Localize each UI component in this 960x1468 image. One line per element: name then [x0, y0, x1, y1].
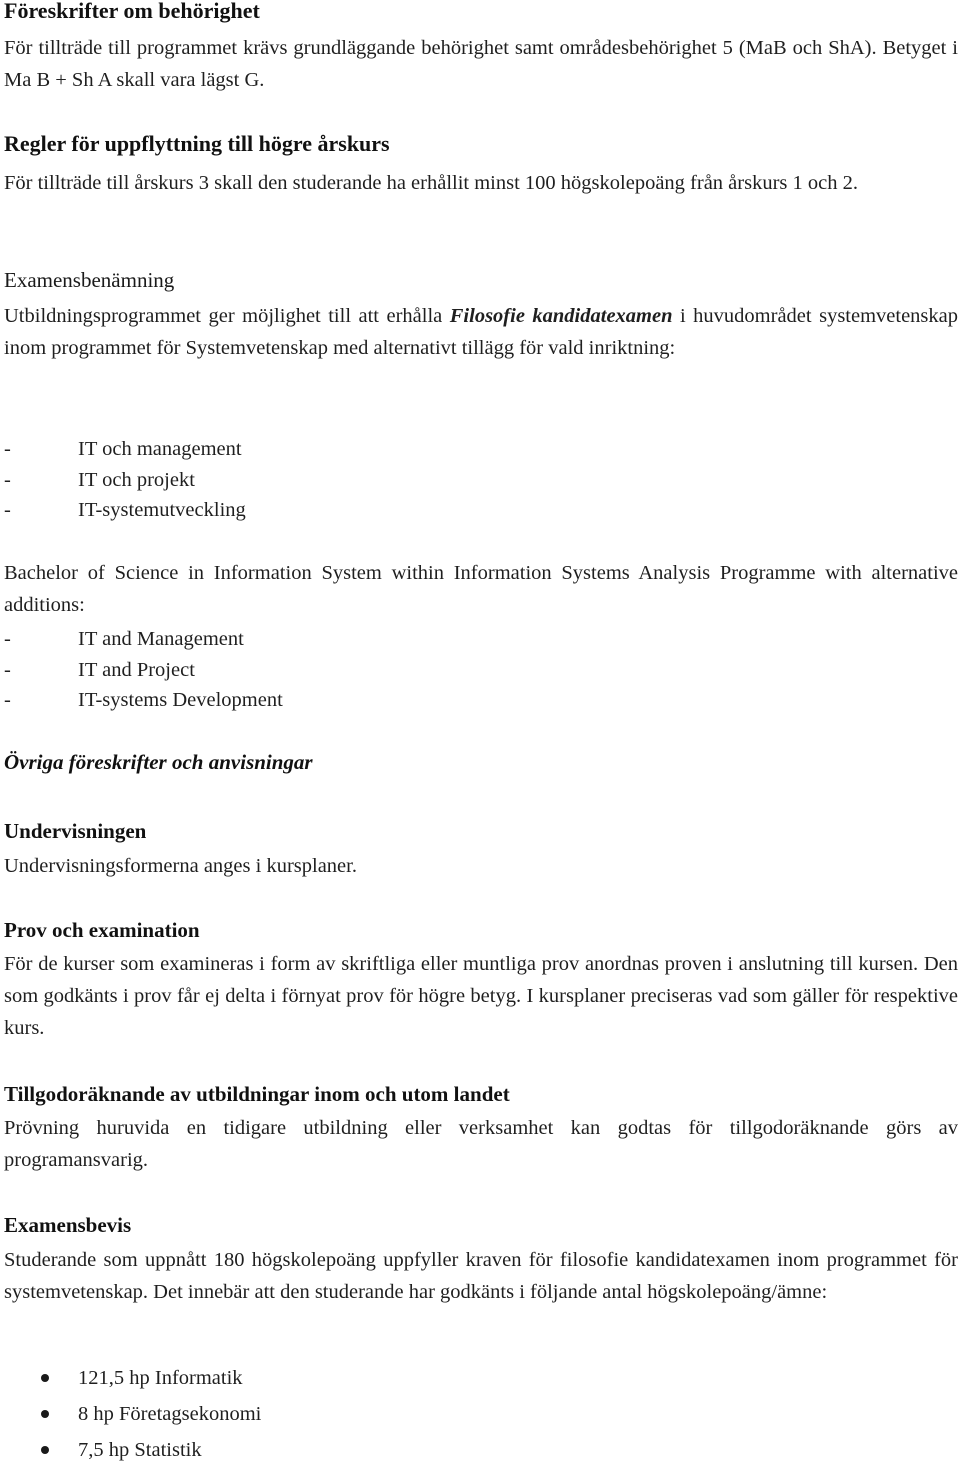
heading-examensbevis: Examensbevis — [4, 1213, 132, 1237]
heading-examensbenamning: Examensbenämning — [4, 268, 175, 292]
text-prov: För de kurser som examineras i form av skriftliga eller muntliga prov anordnas proven i anslutning till kursen. Den som godkänts i prov får ej delta i förnyat prov för högre betyg. I kursplaner preciseras vad som gäller för respektive kurs. — [4, 953, 958, 1039]
text-tillgodo: Prövning huruvida en tidigare utbildning eller verksamhet kan godtas för tillgodoräknande görs av programansvarig. — [4, 1117, 958, 1171]
text-uppflyttning: För tillträde till årskurs 3 skall den studerande ha erhållit minst 100 högskolepoäng från årskurs 1 och 2. — [4, 172, 858, 194]
dash-marker: - — [4, 658, 11, 681]
bullet-icon — [41, 1410, 49, 1418]
list-item: 8 hp Företagsekonomi — [4, 1396, 958, 1432]
list-inriktning-en — [4, 624, 958, 716]
list-item: - IT-systems Development — [4, 685, 958, 716]
list-item: 121,5 hp Informatik — [4, 1360, 958, 1396]
heading-undervisningen: Undervisningen — [4, 819, 147, 843]
list-item: - IT and Management — [4, 624, 958, 655]
dash-marker: - — [4, 628, 11, 650]
list-item: - IT and Project — [4, 655, 958, 686]
dash-marker: - — [4, 438, 11, 460]
list-item: - IT och management — [4, 434, 958, 465]
text-behorighet: För tillträde till programmet krävs grundläggande behörighet samt områdesbehörighet 5 (MaB och ShA). Betyget i Ma B + Sh A skall vara lägst G. — [4, 37, 958, 91]
dash-marker: - — [4, 689, 11, 711]
heading-ovriga: Övriga föreskrifter och anvisningar — [4, 750, 313, 774]
list-amnen — [4, 1360, 958, 1468]
heading-prov: Prov och examination — [4, 918, 200, 942]
list-inriktning-sv — [4, 434, 958, 526]
text-undervisningen: Undervisningsformerna anges i kursplaner. — [4, 855, 357, 877]
dash-marker: - — [4, 499, 11, 521]
heading-tillgodo: Tillgodoräknande av utbildningar inom och utom landet — [4, 1082, 510, 1106]
list-item: - IT och projekt — [4, 465, 958, 496]
list-item: - IT-systemutveckling — [4, 495, 958, 526]
text-examensbenamning-after: i huvudområdet systemvetenskap inom programmet för Systemvetenskap med alternativt tillägg för vald inriktning: — [4, 305, 959, 359]
text-english-degree: Bachelor of Science in Information System within Information Systems Analysis Programme with alternative additions: — [4, 562, 958, 616]
degree-name: Filosofie kandidatexamen — [449, 305, 673, 327]
heading-uppflyttning: Regler för uppflyttning till högre årskurs — [4, 131, 390, 156]
heading-behorighet: Föreskrifter om behörighet — [4, 0, 260, 23]
list-item: 7,5 hp Statistik — [4, 1432, 958, 1468]
text-examensbenamning-before: Utbildningsprogrammet ger möjlighet till att erhålla — [4, 305, 450, 327]
dash-marker: - — [4, 468, 11, 491]
text-examensbevis: Studerande som uppnått 180 högskolepoäng uppfyller kraven för filosofie kandidatexamen inom programmet för systemvetenskap. Det innebär att den studerande har godkänts i följande antal högskolepoäng/ämne: — [4, 1249, 958, 1303]
bullet-icon — [41, 1446, 49, 1454]
text-examensbenamning — [4, 300, 958, 364]
bullet-icon — [41, 1374, 49, 1382]
